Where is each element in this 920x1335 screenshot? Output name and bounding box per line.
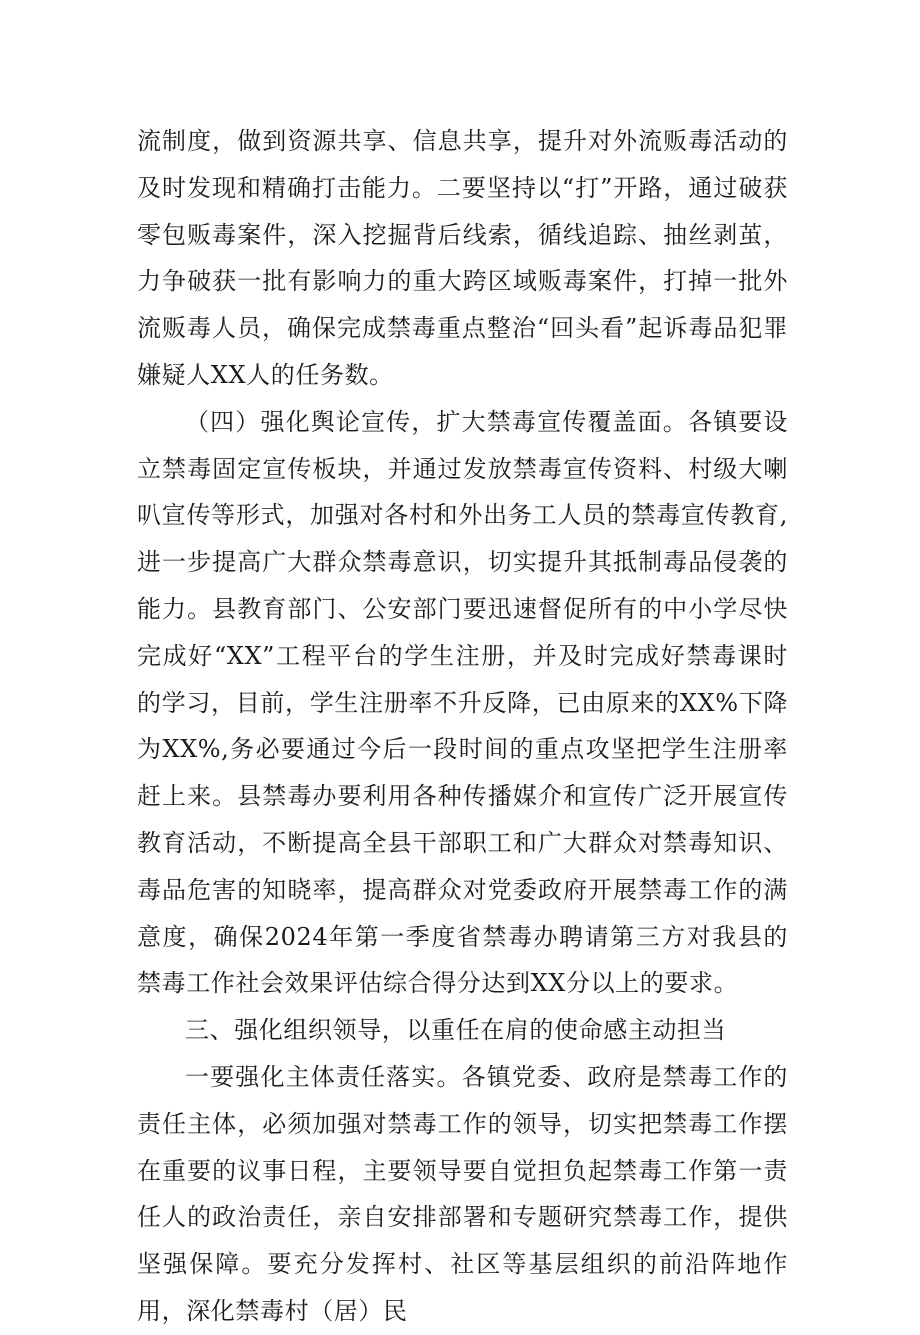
document-body <box>137 118 788 1335</box>
section-heading-leadership: 三、强化组织领导，以重任在肩的使命感主动担当 <box>185 1016 727 1045</box>
paragraph-continuation: 流制度，做到资源共享、信息共享，提升对外流贩毒活动的及时发现和精确打击能力。二要坚持以“打”开路，通过破获零包贩毒案件，深入挖掘背后线索，循线追踪、抽丝剥茧，力争破获一批有影响力的重大跨区域贩毒案件，打掉一批外流贩毒人员，确保完成禁毒重点整治“回头看”起诉毒品犯罪嫌疑人XX人的任务数。 <box>137 127 788 389</box>
paragraph-publicity: （四）强化舆论宣传，扩大禁毒宣传覆盖面。各镇要设立禁毒固定宣传板块，并通过发放禁毒宣传资料、村级大喇叭宣传等形式，加强对各村和外出务工人员的禁毒宣传教育,进一步提高广大群众禁毒意识，切实提升其抵制毒品侵袭的能力。县教育部门、公安部门要迅速督促所有的中小学尽快完成好“XX”工程平台的学生注册，并及时完成好禁毒课时的学习，目前，学生注册率不升反降，已由原来的XX%下降为XX%,务必要通过今后一段时间的重点攻坚把学生注册率赶上来。县禁毒办要利用各种传播媒介和宣传广泛开展宣传教育活动，不断提高全县干部职工和广大群众对禁毒知识、毒品危害的知晓率，提高群众对党委政府开展禁毒工作的满意度，确保2024年第一季度省禁毒办聘请第三方对我县的禁毒工作社会效果评估综合得分达到XX分以上的要求。 <box>137 407 788 998</box>
paragraph-responsibility: 一要强化主体责任落实。各镇党委、政府是禁毒工作的责任主体，必须加强对禁毒工作的领导，切实把禁毒工作摆在重要的议事日程，主要领导要自觉担负起禁毒工作第一责任人的政治责任，亲自安排部署和专题研究禁毒工作，提供坚强保障。要充分发挥村、社区等基层组织的前沿阵地作用，深化禁毒村（居）民 <box>137 1062 788 1325</box>
